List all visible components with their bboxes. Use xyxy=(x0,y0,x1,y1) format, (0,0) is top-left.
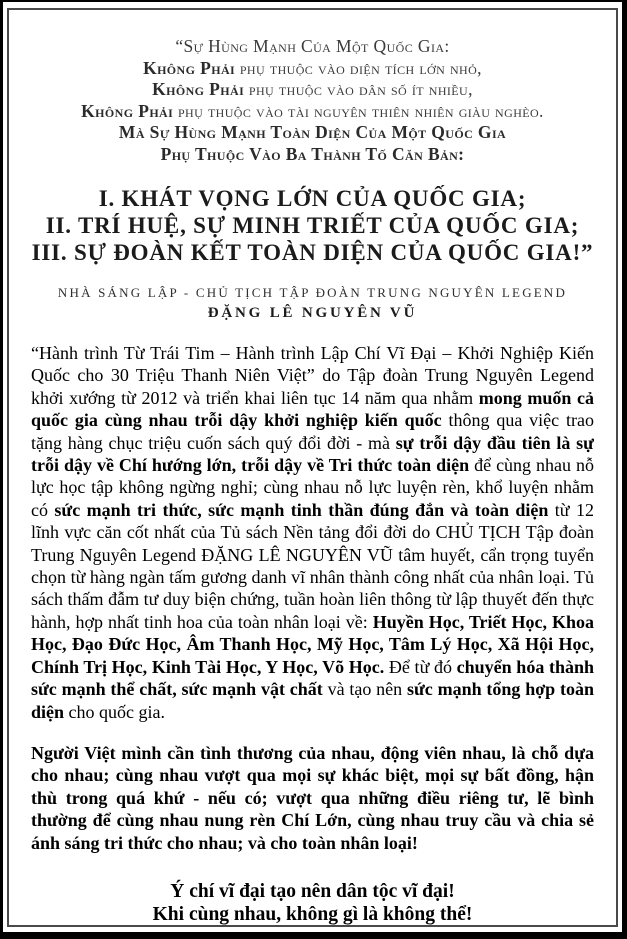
text-segment: thông qua việc trao tặng hàng chục triệu cuốn sách quý đổi đời - mà xyxy=(31,410,594,453)
epigraph-bold-segment: Không Phải xyxy=(152,79,245,99)
closing-lines xyxy=(31,880,594,927)
epigraph-line xyxy=(31,101,594,123)
document-page xyxy=(3,2,622,932)
bold-segment: Huyền Học, Triết Học, Khoa Học, Đạo Đức Học, Âm Thanh Học, Mỹ Học, Tâm Lý Học, Xã Hội Học, Chính Trị Học, Kinh Tài Học, Y Học, Võ Học. xyxy=(31,611,594,677)
attribution-name: ĐẶNG LÊ NGUYÊN VŨ xyxy=(207,305,418,321)
attribution-role: NHÀ SÁNG LẬP - CHỦ TỊCH TẬP ĐOÀN TRUNG NGUYÊN LEGEND xyxy=(57,285,568,300)
principle-line: III. SỰ ĐOÀN KẾT TOÀN DIỆN CỦA QUỐC GIA!” xyxy=(31,240,594,265)
epigraph-line xyxy=(31,36,594,58)
closing-line: Ý chí vĩ đại tạo nên dân tộc vĩ đại! xyxy=(170,880,455,902)
epigraph-bold-segment: Không Phải xyxy=(81,100,174,121)
bold-segment: sức mạnh tổng hợp toàn diện xyxy=(31,679,595,722)
epigraph-line xyxy=(31,122,594,144)
epigraph-text-segment: phụ thuộc vào diện tích lớn nhỏ, xyxy=(235,57,482,78)
epigraph-bold-segment: Mà Sự Hùng Mạnh Toàn Diện Của Một Quốc Gia xyxy=(118,122,507,142)
main-paragraph xyxy=(31,342,594,723)
principle-line: I. KHÁT VỌNG LỚN CỦA QUỐC GIA; xyxy=(98,186,527,211)
appeal-paragraph: Người Việt mình cần tình thương của nhau, động viên nhau, là chỗ dựa cho nhau; cùng nhau vượt qua mọi sự khác biệt, mọi sự bất đồng, hận thù trong quá khứ - nếu có; vượt qua những điều riêng tư, lẽ bình thường để cùng nhau nung rèn Chí Lớn, cùng nhau truy cầu và chia sẻ ánh sáng tri thức cho nhau; và cho toàn nhân loại! xyxy=(31,742,594,853)
bold-segment: chuyển hóa thành sức mạnh thể chất, sức mạnh vật chất xyxy=(31,656,594,700)
bold-segment: mong muốn cả quốc gia cùng nhau trỗi dậy khởi nghiệp kiến quốc xyxy=(31,387,594,431)
epigraph-bold-segment: Không Phải xyxy=(143,57,236,78)
text-segment: Để từ đó xyxy=(384,656,457,677)
epigraph-text-segment: phụ thuộc vào tài nguyên thiên nhiên giàu nghèo. xyxy=(173,100,544,121)
epigraph-text-segment: phụ thuộc vào dân số ít nhiều, xyxy=(244,79,473,99)
epigraph xyxy=(31,36,594,165)
epigraph-text-segment: “Sự Hùng Mạnh Của Một Quốc Gia: xyxy=(175,36,450,56)
text-segment: và tạo nên xyxy=(322,679,407,700)
epigraph-bold-segment: Phụ Thuộc Vào Ba Thành Tố Căn Bản: xyxy=(160,143,465,164)
text-segment: “Hành trình Từ Trái Tim – Hành trình Lập Chí Vĩ Đại – Khởi Nghiệp Kiến Quốc cho 30 Triệu Thanh Niên Việt” do Tập đoàn Trung Nguyên Legend khởi xướng từ 2012 và triển khai liên tục 14 năm qua nhằm xyxy=(31,343,594,408)
text-segment: để cùng nhau nỗ lực học tập không ngừng nghỉ; cùng nhau nỗ lực luyện rèn, khổ luyện nhằm có xyxy=(31,455,594,520)
text-segment: từ 12 lĩnh vực căn cốt nhất của Tủ sách Nền tảng đổi đời do CHỦ TỊCH Tập đoàn Trung Nguyên Legend ĐẶNG LÊ NGUYÊN VŨ tâm huyết, cẩn trọng tuyển chọn từ hàng ngàn tấm gương danh vĩ nhân thành công nhất của nhân loại. Tủ sách thấm đẫm tư duy biện chứng, tuần hoàn liên thông từ lập thuyết đến thực hành, hợp nhất tinh hoa của toàn nhân loại về: xyxy=(31,499,594,632)
text-segment: cho quốc gia. xyxy=(64,701,165,722)
epigraph-line xyxy=(31,144,594,166)
attribution xyxy=(31,285,594,322)
epigraph-line xyxy=(31,79,594,101)
principle-line: II. TRÍ HUỆ, SỰ MINH TRIẾT CỦA QUỐC GIA; xyxy=(45,213,580,238)
epigraph-line xyxy=(31,58,594,80)
page-border xyxy=(7,8,618,927)
principles-list xyxy=(31,185,594,266)
bold-segment: sự trỗi dậy đầu tiên là sự trỗi dậy về Chí hướng lớn, trỗi dậy về Tri thức toàn diện xyxy=(31,432,594,476)
closing-line: Khi cùng nhau, không gì là không thể! xyxy=(152,904,473,926)
bold-segment: sức mạnh tri thức, sức mạnh tinh thần đúng đắn và toàn diện xyxy=(54,499,549,520)
